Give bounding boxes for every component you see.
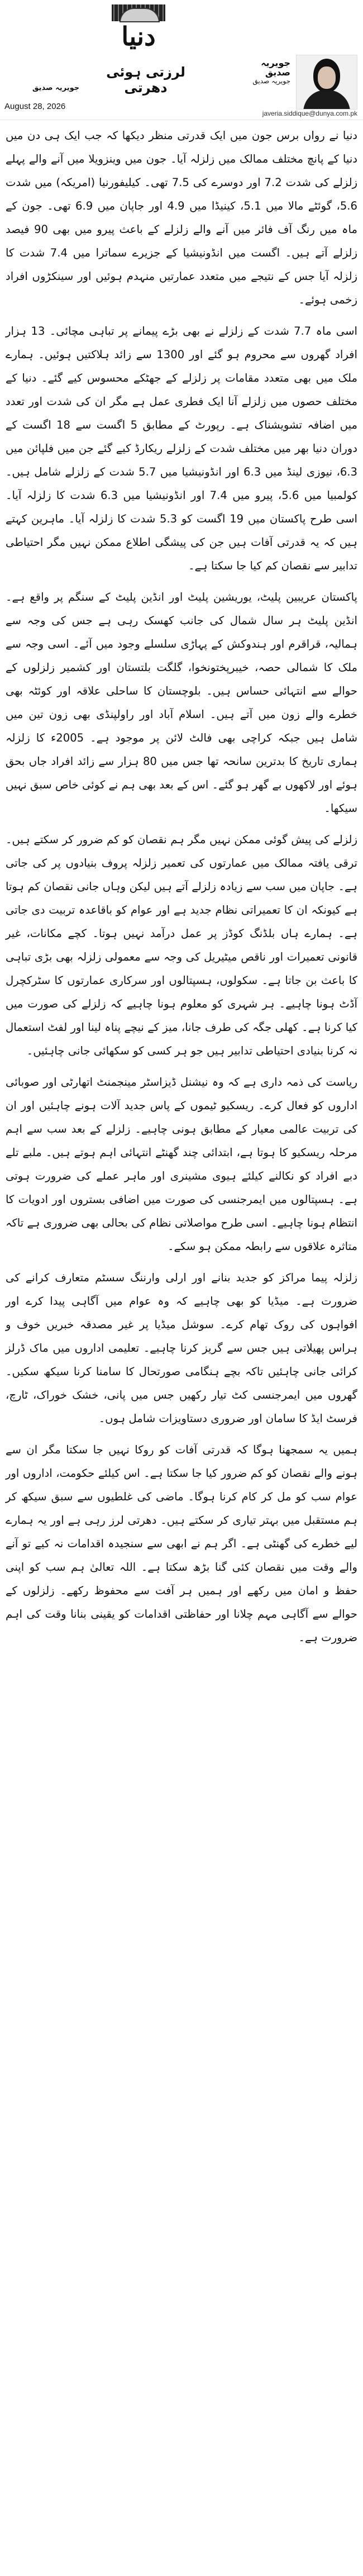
article-body xyxy=(6,124,357,2572)
author-email: javeria.siddique@dunya.com.pk xyxy=(262,110,357,117)
article-paragraph: پاکستان عریبین پلیٹ، یوریشین پلیٹ اور انڈین پلیٹ کے سنگم پر واقع ہے۔ انڈین پلیٹ ہر سال شمال کی جانب کھسک رہی ہے جس کی وجہ سے ہمالیہ، قراقرم اور ہندوکش کے پہاڑی سلسلے وجود میں آئے۔ اسی وجہ سے ملک کا شمالی حصہ، خیبرپختونخوا، گلگت بلتستان اور کشمیر زلزلوں کے حوالے سے انتہائی حساس ہیں۔ بلوچستان کا ساحلی علاقہ اور کوئٹہ بھی خطرے والے زون میں آتے ہیں۔ اسلام آباد اور راولپنڈی بھی زون تین میں شامل ہیں جبکہ کراچی بھی فالٹ لائن پر موجود ہے۔ 2005ء کا زلزلہ ہماری تاریخ کا بدترین سانحہ تھا جس میں 80 ہزار سے زائد افراد جاں بحق ہوئے اور لاکھوں بے گھر ہو گئے۔ اس کے بعد بھی ہم نے کوئی خاص سبق نہیں سیکھا۔ xyxy=(6,591,357,815)
author-photo xyxy=(296,55,357,110)
photo-body xyxy=(303,90,350,110)
author-name: جویریہ صدیق xyxy=(32,84,80,92)
article-paragraph: ہمیں یہ سمجھنا ہوگا کہ قدرتی آفات کو روکا نہیں جا سکتا مگر ان سے ہونے والے نقصان کو کم ضرور کیا جا سکتا ہے۔ اس کیلئے حکومت، اداروں اور عوام سب کو مل کر کام کرنا ہوگا۔ ماضی کی غلطیوں سے سبق سیکھ کر ہم مستقبل میں بہتر تیاری کر سکتے ہیں۔ دھرتی لرز رہی ہے اور یہ ہمارے لیے خطرے کی گھنٹی ہے۔ اگر ہم نے ابھی سے سنجیدہ اقدامات نہ کیے تو آنے والے وقت میں نقصان کئی گنا بڑھ سکتا ہے۔ اللہ تعالیٰ ہم سب کو اپنی حفظ و امان میں رکھے اور ہمیں ہر آفت سے محفوظ رکھے۔ زلزلوں کے حوالے سے آگاہی مہم چلانا اور حفاظتی اقدامات کو یقینی بنانا وقت کی اہم ضرورت ہے۔ xyxy=(6,1443,357,1644)
article-paragraph: زلزلہ پیما مراکز کو جدید بنانے اور ارلی وارننگ سسٹم متعارف کرانے کی ضرورت ہے۔ میڈیا کو بھی چاہیے کہ وہ عوام میں آگاہی پیدا کرے اور افواہوں کی روک تھام کرے۔ سوشل میڈیا پر غیر مصدقہ خبریں خوف و ہراس پھیلاتی ہیں جس سے گریز کرنا چاہیے۔ تعلیمی اداروں میں ماک ڈرلز کرائی جانی چاہئیں تاکہ بچے ہنگامی صورتحال کا سامنا کرنا سیکھ سکیں۔ گھروں میں ایمرجنسی کٹ تیار رکھیں جس میں پانی، خشک خوراک، ٹارچ، فرسٹ ایڈ کا سامان اور ضروری دستاویزات شامل ہوں۔ xyxy=(6,1271,357,1425)
logo-brand-text: دنیا xyxy=(121,21,156,51)
newspaper-logo xyxy=(112,4,165,54)
publish-date: August 28, 2026 xyxy=(4,102,66,111)
article-paragraph: زلزلے کی پیش گوئی ممکن نہیں مگر ہم نقصان کو کم ضرور کر سکتے ہیں۔ ترقی یافتہ ممالک میں عمارتوں کی تعمیر زلزلہ پروف بنیادوں پر کی جاتی ہے۔ جاپان میں سب سے زیادہ زلزلے آتے ہیں لیکن وہاں جانی نقصان کم ہوتا ہے کیونکہ ان کا تعمیراتی نظام جدید ہے اور عوام کو باقاعدہ تربیت دی جاتی ہے۔ ہمارے ہاں بلڈنگ کوڈز پر عمل درآمد نہیں ہوتا۔ کچے مکانات، غیر قانونی تعمیرات اور ناقص میٹیریل کی وجہ سے معمولی زلزلہ بھی بڑی تباہی کا باعث بن جاتا ہے۔ سکولوں، ہسپتالوں اور سرکاری عمارتوں کا سٹرکچرل آڈٹ ہونا چاہیے۔ ہر شہری کو معلوم ہونا چاہیے کہ زلزلے کی صورت میں کیا کرنا ہے۔ کھلی جگہ کی طرف جانا، میز کے نیچے پناہ لینا اور لفٹ استعمال نہ کرنا بنیادی احتیاطی تدابیر ہیں جو ہر کسی کو سکھائی جانی چاہئیں۔ xyxy=(6,833,357,1057)
column-header xyxy=(0,0,363,115)
column-name: جویریہ صدیق xyxy=(261,58,290,78)
article-paragraph: اسی ماہ 7.7 شدت کے زلزلے نے بھی بڑے پیمانے پر تباہی مچائی۔ 13 ہزار افراد گھروں سے محروم ہو گئے اور 1300 سے زائد ہلاکتیں ہوئیں۔ ہمارے ملک میں بھی متعدد مقامات پر زلزلے کے جھٹکے محسوس کیے گئے۔ دنیا کے مختلف حصوں میں زلزلے آنا ایک فطری عمل ہے مگر ان کی شدت اور تعدد میں اضافہ تشویشناک ہے۔ رپورٹ کے مطابق 5 اگست سے 18 اگست کے دوران دنیا بھر میں مختلف شدت کے زلزلے ریکارڈ کیے گئے جن میں فلپائن میں 6.3، نیوزی لینڈ میں 6.3 اور انڈونیشیا میں 5.7 شدت کے زلزلے شامل ہیں۔ کولمبیا میں 5.6، پیرو میں 7.4 اور انڈونیشیا میں 6.3 شدت کا زلزلہ آیا۔ اسی طرح پاکستان میں 19 اگست کو 5.3 شدت کا زلزلہ آیا۔ ماہرین کہتے ہیں کہ یہ قدرتی آفات ہیں جن کی پیشگی اطلاع ممکن نہیں مگر احتیاطی تدابیر سے نقصان کم کیا جا سکتا ہے۔ xyxy=(6,325,357,572)
photo-face xyxy=(318,66,336,89)
author-byline: جویریہ صدیق xyxy=(252,77,290,85)
article-paragraph: ریاست کی ذمہ داری ہے کہ وہ نیشنل ڈیزاسٹر مینجمنٹ اتھارٹی اور صوبائی اداروں کو فعال کرے۔ ریسکیو ٹیموں کے پاس جدید آلات ہونے چاہئیں اور ان کی تربیت عالمی معیار کے مطابق ہونی چاہیے۔ زلزلے کے بعد سب سے اہم مرحلہ ریسکیو کا ہوتا ہے، ابتدائی چند گھنٹے انتہائی اہم ہوتے ہیں۔ ملبے تلے دبے افراد کو نکالنے کیلئے ہیوی مشینری اور ماہر عملے کی ضرورت ہوتی ہے۔ ہسپتالوں میں ایمرجنسی کی صورت میں اضافی بستروں اور ادویات کا انتظام ہونا چاہیے۔ اسی طرح مواصلاتی نظام کی بحالی بھی ضروری ہے تاکہ متاثرہ علاقوں سے رابطہ ممکن ہو سکے۔ xyxy=(6,1076,357,1253)
column-title: لرزتی ہوئی دھرتی xyxy=(106,64,185,96)
article-paragraph: دنیا نے رواں برس جون میں ایک قدرتی منظر دیکھا کہ جب ایک ہی دن میں دنیا کے پانچ مختلف ممالک میں زلزلہ آیا۔ جون میں وینزویلا میں آنے والے پہلے زلزلے کی شدت 7.2 اور دوسرے کی 7.5 تھی۔ کیلیفورنیا (امریکہ) میں شدت 5.6، گوئٹے مالا میں 5.1، کینیڈا میں 4.9 اور جاپان میں 6.9 تھی۔ جون کے ماہ میں رنگ آف فائر میں آنے والے زلزلے کے باعث پیرو میں بھی 90 فیصد زلزلے آتے ہیں۔ اگست میں انڈونیشیا کے جزیرے سماترا میں 7.4 شدت کا زلزلہ آیا جس کے نتیجے میں متعدد عمارتیں منہدم ہوئیں اور سینکڑوں افراد زخمی ہوئے۔ xyxy=(6,129,358,306)
